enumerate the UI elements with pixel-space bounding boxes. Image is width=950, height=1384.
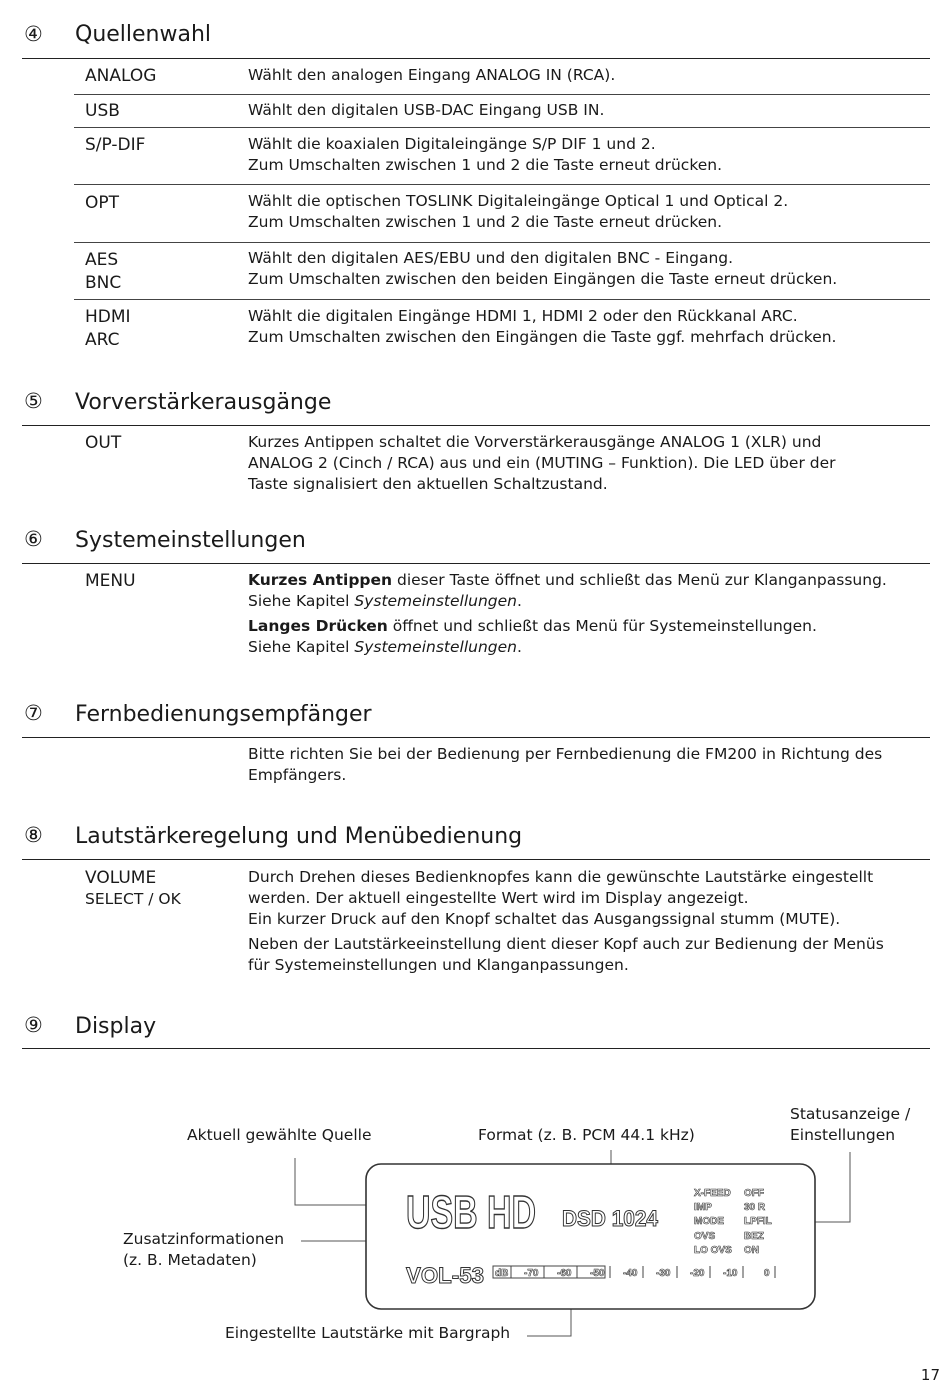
bargraph-tick-label: -60 (557, 1268, 572, 1279)
section-6-number: ⑥ (24, 527, 43, 551)
status-value: LPFIL (744, 1216, 772, 1227)
status-value: 30 R (744, 1202, 766, 1213)
row-key-usb: USB (85, 101, 120, 121)
section-9-number: ⑨ (24, 1013, 43, 1037)
section-4-number: ④ (24, 22, 43, 46)
remote-desc: Bitte richten Sie bei der Bedienung per Fernbedienung die FM200 in Richtung des Empfängers. (248, 745, 883, 784)
row-desc-analog: Wählt den analogen Eingang ANALOG IN (RCA). (248, 66, 616, 84)
display-volume-text: VOL-53 (406, 1263, 484, 1288)
row-desc-hdmi-arc: Wählt die digitalen Eingänge HDMI 1, HDMI 2 oder den Rückkanal ARC. Zum Umschalten zwischen den Eingängen die Taste ggf. mehrfach drücken. (248, 307, 837, 346)
bargraph-tick-label: -30 (656, 1268, 671, 1279)
row-desc-opt: Wählt die optischen TOSLINK Digitaleingänge Optical 1 und Optical 2. Zum Umschalten zwischen 1 und 2 die Taste erneut drücken. (248, 192, 789, 231)
menu-desc-short-press: Kurzes Antippen dieser Taste öffnet und schließt das Menü zur Klanganpassung. Siehe Kapitel Systemeinstellungen. (248, 571, 887, 610)
section-5-number: ⑤ (24, 389, 43, 413)
section-7-number: ⑦ (24, 701, 43, 725)
row-key-opt: OPT (85, 193, 120, 213)
chapter-reference: Systemeinstellungen (354, 638, 517, 656)
row-desc-usb: Wählt den digitalen USB-DAC Eingang USB IN. (248, 101, 605, 119)
status-key: IMP (694, 1202, 712, 1213)
out-desc: Kurzes Antippen schaltet die Vorverstärkerausgänge ANALOG 1 (XLR) und ANALOG 2 (Cinch / RCA) aus und ein (MUTING – Funktion). Die LED über der Taste signalisiert den aktuellen Schaltzustand. (248, 433, 836, 493)
display-format-text: DSD 1024 (562, 1206, 659, 1231)
status-key: MODE (694, 1216, 724, 1227)
bargraph-unit: dB (495, 1268, 509, 1279)
out-key: OUT (85, 433, 122, 453)
section-6-title: Systemeinstellungen (75, 528, 306, 553)
status-key: LO OVS (694, 1245, 732, 1256)
status-value: ON (744, 1245, 759, 1256)
label-status: Statusanzeige / Einstellungen (790, 1105, 911, 1144)
row-key-hdmi-arc: HDMI ARC (85, 307, 131, 350)
label-volume-bargraph: Eingestellte Lautstärke mit Bargraph (225, 1324, 511, 1342)
status-key: OVS (694, 1231, 716, 1242)
section-9-title: Display (75, 1014, 157, 1039)
select-ok-key: SELECT / OK (85, 890, 181, 908)
chapter-reference: Systemeinstellungen (354, 592, 517, 610)
section-5-title: Vorverstärkerausgänge (75, 390, 332, 415)
row-desc-spdif: Wählt die koaxialen Digitaleingänge S/P DIF 1 und 2. Zum Umschalten zwischen 1 und 2 die Taste erneut drücken. (248, 135, 723, 174)
bargraph-tick-label: -20 (690, 1268, 705, 1279)
row-key-aes-bnc: AES BNC (85, 250, 122, 293)
label-extra-info: Zusatzinformationen (z. B. Metadaten) (123, 1230, 285, 1269)
menu-desc-long-press: Langes Drücken öffnet und schließt das Menü für Systemeinstellungen. Siehe Kapitel Systemeinstellungen. (248, 617, 817, 656)
label-format: Format (z. B. PCM 44.1 kHz) (478, 1126, 695, 1144)
section-8-title: Lautstärkeregelung und Menübedienung (75, 824, 523, 849)
bargraph-tick-label: -50 (590, 1268, 605, 1279)
bargraph-tick-label: -70 (524, 1268, 539, 1279)
menu-key: MENU (85, 571, 136, 591)
bargraph-tick-label: -40 (623, 1268, 638, 1279)
section-7-title: Fernbedienungsempfänger (75, 702, 372, 727)
section-8-number: ⑧ (24, 823, 43, 847)
row-key-analog: ANALOG (85, 66, 157, 86)
status-key: X-FEED (694, 1188, 731, 1199)
label-current-source: Aktuell gewählte Quelle (187, 1126, 372, 1144)
volume-key: VOLUME (85, 868, 157, 888)
volume-desc: Durch Drehen dieses Bedienknopfes kann die gewünschte Lautstärke eingestellt werden. Der aktuell eingestellte Wert wird im Display angezeigt. Ein kurzer Druck auf den Knopf schaltet das Ausgangssignal stumm (MUTE). Neben der Lautstärkeeinstellung dient dieser Kopf auch zur Bedienung der Menüs für Systemeinstellungen und Klanganpassungen. (248, 868, 884, 974)
status-value: BEZ (744, 1231, 764, 1242)
bargraph-tick-label: 0 (764, 1268, 770, 1279)
status-value: OFF (744, 1188, 764, 1199)
row-desc-aes-bnc: Wählt den digitalen AES/EBU und den digitalen BNC - Eingang. Zum Umschalten zwischen den beiden Eingängen die Taste erneut drücken. (248, 249, 838, 288)
display-source-text: USB HD (406, 1186, 536, 1238)
section-4-title: Quellenwahl (75, 22, 212, 47)
row-key-spdif: S/P-DIF (85, 135, 146, 155)
bargraph-tick-label: -10 (723, 1268, 738, 1279)
page-number: 17 (920, 1366, 940, 1384)
